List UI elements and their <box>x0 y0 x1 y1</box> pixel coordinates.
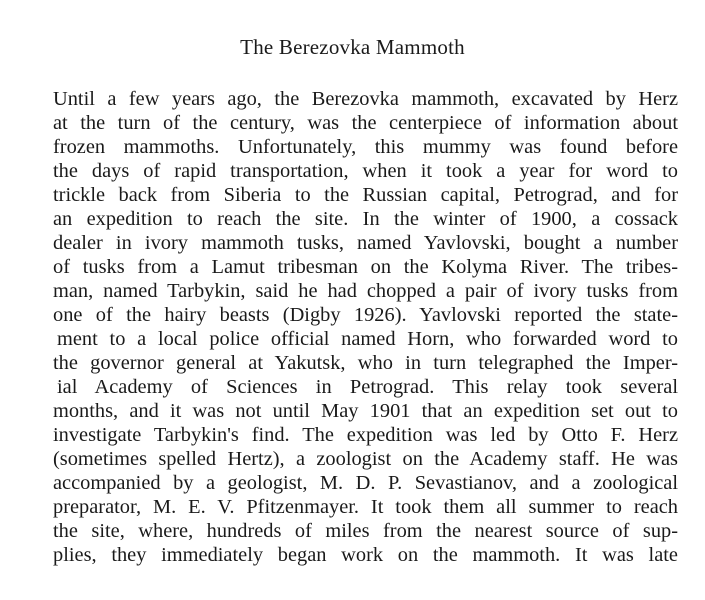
body-paragraph <box>53 87 678 567</box>
text-line: of tusks from a Lamut tribesman on the Kolyma River. The tribes- <box>53 256 678 278</box>
text-line: preparator, M. E. V. Pfitzenmayer. It took them all summer to reach <box>53 496 678 518</box>
text-line: frozen mammoths. Unfortunately, this mummy was found before <box>53 136 678 158</box>
text-line: one of the hairy beasts (Digby 1926). Yavlovski reported the state- <box>53 304 678 326</box>
text-line: an expedition to reach the site. In the winter of 1900, a cossack <box>53 208 678 230</box>
text-line: the governor general at Yakutsk, who in turn telegraphed the Imper- <box>53 352 678 374</box>
text-line: man, named Tarbykin, said he had chopped a pair of ivory tusks from <box>53 280 678 302</box>
text-line: months, and it was not until May 1901 that an expedition set out to <box>53 400 678 422</box>
text-line: ial Academy of Sciences in Petrograd. This relay took several <box>57 376 678 398</box>
text-line: accompanied by a geologist, M. D. P. Sevastianov, and a zoological <box>53 472 678 494</box>
text-line: trickle back from Siberia to the Russian capital, Petrograd, and for <box>53 184 678 206</box>
page-title: The Berezovka Mammoth <box>240 35 465 59</box>
text-line: investigate Tarbykin's find. The expedition was led by Otto F. Herz <box>53 424 678 446</box>
text-line: plies, they immediately began work on the mammoth. It was late <box>53 544 678 566</box>
text-line: the days of rapid transportation, when it took a year for word to <box>53 160 678 182</box>
text-line: the site, where, hundreds of miles from the nearest source of sup- <box>53 520 678 542</box>
text-line: at the turn of the century, was the centerpiece of information about <box>53 112 678 134</box>
text-line: Until a few years ago, the Berezovka mammoth, excavated by Herz <box>53 88 678 110</box>
text-line: (sometimes spelled Hertz), a zoologist on the Academy staff. He was <box>53 448 678 470</box>
text-line: dealer in ivory mammoth tusks, named Yavlovski, bought a number <box>53 232 678 254</box>
text-line: ment to a local police official named Horn, who forwarded word to <box>57 328 678 350</box>
